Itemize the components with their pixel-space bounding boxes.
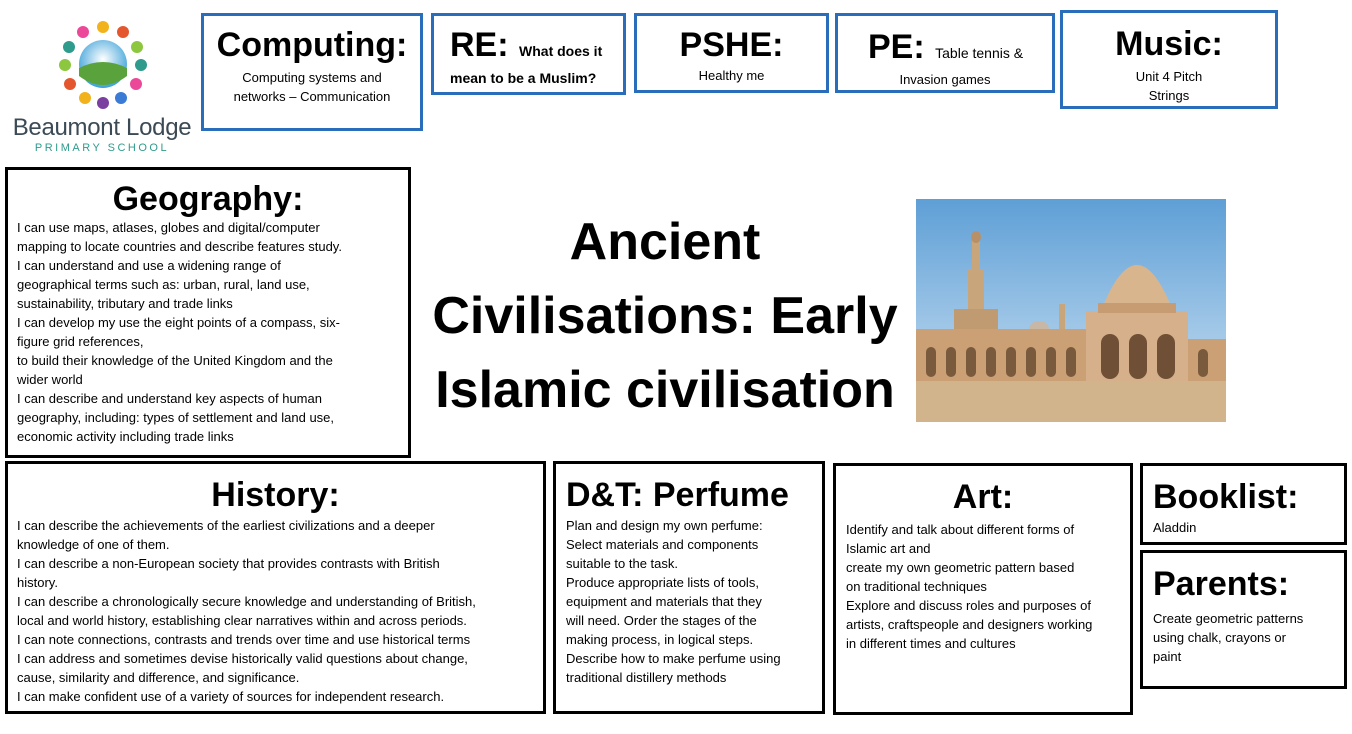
parents-title: Parents: xyxy=(1153,565,1290,603)
art-title: Art: xyxy=(952,478,1014,516)
pshe-text: Healthy me xyxy=(698,68,765,83)
dt-line: traditional distillery methods xyxy=(566,670,727,685)
parents-line: Create geometric patterns xyxy=(1153,611,1304,626)
art-line: create my own geometric pattern based xyxy=(846,560,1075,575)
booklist-text: Aladdin xyxy=(1153,520,1197,535)
topic-title-line: Civilisations: Early xyxy=(432,287,898,345)
dt-line: Plan and design my own perfume: xyxy=(566,518,763,533)
re-box xyxy=(431,13,626,95)
booklist-box xyxy=(1140,463,1347,545)
music-line: Unit 4 Pitch xyxy=(1135,69,1203,84)
geography-line: I can develop my use the eight points of a compass, six- xyxy=(17,315,341,330)
history-line: I can note connections, contrasts and trends over time and use historical terms xyxy=(17,632,471,647)
history-box xyxy=(5,461,546,714)
history-line: history. xyxy=(17,575,58,590)
geography-line: I can describe and understand key aspects of human xyxy=(17,391,322,406)
pe-title: PE: xyxy=(868,28,925,66)
re-line: mean to be a Muslim? xyxy=(450,70,597,86)
booklist-title: Booklist: xyxy=(1153,478,1299,516)
geography-line: mapping to locate countries and describe features study. xyxy=(17,239,342,254)
geography-line: wider world xyxy=(17,372,83,387)
geography-box xyxy=(5,167,411,458)
history-line: I can describe a chronologically secure knowledge and understanding of British, xyxy=(17,594,476,609)
computing-line: networks – Communication xyxy=(233,89,391,104)
geography-line: sustainability, tributary and trade links xyxy=(17,296,233,311)
geography-line: geography, including: types of settlement and land use, xyxy=(17,410,335,425)
dt-line: equipment and materials that they xyxy=(566,594,762,609)
dt-line: making process, in logical steps. xyxy=(566,632,754,647)
dt-line: will need. Order the stages of the xyxy=(566,613,757,628)
art-line: artists, craftspeople and designers working xyxy=(846,617,1093,632)
school-subtitle: PRIMARY SCHOOL xyxy=(34,142,170,154)
music-title: Music: xyxy=(1115,25,1223,63)
art-line: Identify and talk about different forms of xyxy=(846,522,1075,537)
history-line: cause, similarity and difference, and significance. xyxy=(17,670,300,685)
topic-title-line: Islamic civilisation xyxy=(435,361,895,419)
art-line: Explore and discuss roles and purposes of xyxy=(846,598,1091,613)
dt-box xyxy=(553,461,825,714)
history-line: I can address and sometimes devise historically valid questions about change, xyxy=(17,651,468,666)
computing-box xyxy=(201,13,423,131)
dt-line: Produce appropriate lists of tools, xyxy=(566,575,759,590)
music-line: Strings xyxy=(1148,88,1190,103)
art-box xyxy=(833,463,1133,715)
school-name: Beaumont Lodge xyxy=(12,114,192,141)
art-line: Islamic art and xyxy=(846,541,931,556)
history-line: local and world history, establishing clear narratives within and across periods. xyxy=(17,613,467,628)
pshe-box xyxy=(634,13,829,93)
dt-title: D&T: Perfume xyxy=(566,476,789,514)
geography-line: geographical terms such as: urban, rural, land use, xyxy=(17,277,310,292)
dt-line: suitable to the task. xyxy=(566,556,679,571)
music-box xyxy=(1060,10,1278,109)
dt-line: Describe how to make perfume using xyxy=(566,651,781,666)
pe-line: Invasion games xyxy=(899,72,991,87)
geography-line: figure grid references, xyxy=(17,334,144,349)
mosque-photo xyxy=(916,199,1226,422)
geography-line: economic activity including trade links xyxy=(17,429,234,444)
computing-line: Computing systems and xyxy=(242,70,382,85)
parents-line: using chalk, crayons or xyxy=(1153,630,1286,645)
geography-title: Geography: xyxy=(112,180,304,218)
geography-line: I can use maps, atlases, globes and digital/computer xyxy=(17,220,320,235)
history-title: History: xyxy=(211,476,340,514)
pe-box xyxy=(835,13,1055,93)
school-logo xyxy=(12,18,192,158)
re-title: RE: xyxy=(450,26,509,64)
parents-box xyxy=(1140,550,1347,689)
history-line: knowledge of one of them. xyxy=(17,537,170,552)
geography-line: to build their knowledge of the United Kingdom and the xyxy=(17,353,333,368)
school-emblem-icon xyxy=(57,18,149,110)
parents-line: paint xyxy=(1153,649,1182,664)
history-line: I can make confident use of a variety of sources for independent research. xyxy=(17,689,445,704)
dt-line: Select materials and components xyxy=(566,537,759,552)
art-line: on traditional techniques xyxy=(846,579,987,594)
re-line: What does it xyxy=(519,43,603,59)
geography-line: I can understand and use a widening range of xyxy=(17,258,281,273)
pshe-title: PSHE: xyxy=(679,26,784,64)
art-line: in different times and cultures xyxy=(846,636,1016,651)
computing-title: Computing: xyxy=(216,26,408,64)
history-line: I can describe the achievements of the earliest civilizations and a deeper xyxy=(17,518,435,533)
topic-title-line: Ancient xyxy=(569,213,761,271)
topic-title xyxy=(420,205,910,427)
history-line: I can describe a non-European society that provides contrasts with British xyxy=(17,556,440,571)
pe-line: Table tennis & xyxy=(935,45,1024,61)
